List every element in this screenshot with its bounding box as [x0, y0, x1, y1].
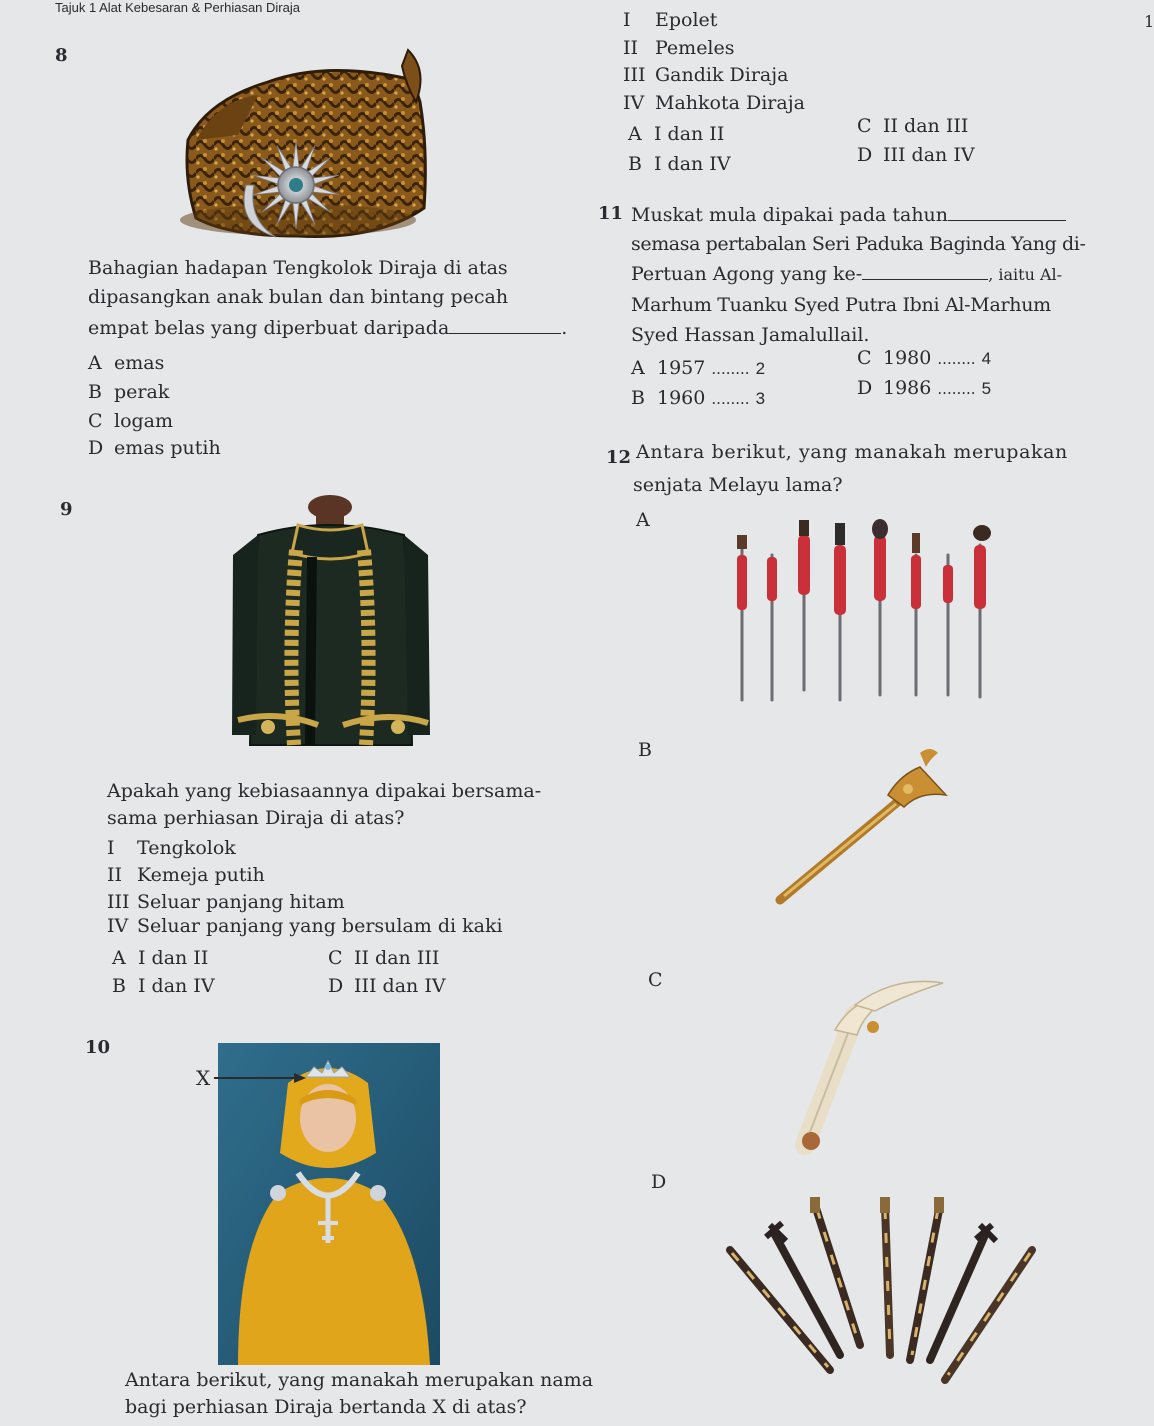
q10-item-4-text: Mahkota Diraja [655, 92, 805, 114]
q11-option-d [857, 376, 991, 401]
q11-stem-line3-end: , iaitu Al- [988, 265, 1063, 284]
marker-x: X [196, 1066, 211, 1090]
q8-option-d-letter: D [88, 437, 104, 459]
q11-option-b-dots: ........ [711, 390, 750, 408]
q11-option-c [857, 346, 991, 371]
q9-option-a-letter: A [112, 947, 126, 969]
q10-option-d-letter: D [857, 144, 873, 166]
q11-year-blank [948, 202, 1066, 221]
q8-option-c-letter: C [88, 410, 103, 432]
option-d-kerises-image [720, 1195, 1040, 1395]
q11-option-c-year: 1980 [883, 347, 932, 369]
q10-option-b [628, 152, 731, 176]
q9-item-4-roman: IV [107, 915, 129, 937]
q10-item-2-text: Pemeles [655, 37, 735, 59]
q10-number: 10 [85, 1037, 111, 1058]
q9-item-2-roman: II [107, 864, 123, 886]
q9-item-3-roman: III [107, 891, 130, 913]
q10-option-c [857, 114, 968, 138]
q10-option-a [628, 122, 724, 146]
q10-item-1-text: Epolet [655, 9, 718, 31]
q11-stem-line2: semasa pertabalan Seri Paduka Baginda Yang di- [631, 233, 1086, 255]
q10-item-3 [623, 63, 788, 87]
q9-number: 9 [60, 499, 73, 520]
q8-stem-line1: Bahagian hadapan Tengkolok Diraja di atas [88, 257, 508, 279]
q10-item-1 [623, 8, 717, 32]
q11-option-a-year: 1957 [657, 357, 706, 379]
q12-label-a: A [636, 509, 650, 531]
q11-option-d-num: 5 [981, 379, 992, 398]
q11-option-b-letter: B [631, 387, 645, 409]
q10-option-b-text: I dan IV [654, 153, 731, 175]
q10-option-a-letter: A [628, 123, 642, 145]
q9-item-4 [107, 914, 503, 938]
q12-stem-line2: senjata Melayu lama? [633, 474, 843, 496]
q8-option-d-text: emas putih [114, 437, 221, 459]
q9-option-a-text: I dan II [138, 947, 209, 969]
option-b-keris-image [770, 745, 955, 910]
q12-label-d: D [651, 1171, 667, 1193]
option-a-weapons-image [728, 515, 998, 705]
q10-item-4-roman: IV [623, 92, 645, 114]
q11-option-b-num: 3 [755, 389, 766, 408]
q8-option-b [88, 380, 169, 404]
q12-label-c: C [648, 969, 663, 991]
q11-option-c-dots: ........ [937, 350, 976, 368]
q9-option-d [328, 974, 446, 998]
q9-stem-line2: sama perhiasan Diraja di atas? [107, 807, 405, 829]
q9-item-4-text: Seluar panjang yang bersulam di kaki [137, 915, 503, 937]
q8-stem-end: . [561, 317, 568, 339]
q11-number: 11 [598, 203, 624, 224]
q11-stem-line3-text: Pertuan Agong yang ke- [631, 263, 863, 285]
q8-option-c-text: logam [114, 410, 174, 432]
q9-option-a [112, 946, 208, 970]
q9-option-b-letter: B [112, 975, 126, 997]
royal-portrait-image [218, 1043, 440, 1365]
q10-item-1-roman: I [623, 9, 631, 31]
q10-item-4 [623, 91, 805, 115]
option-c-ivory-keris-image [795, 975, 950, 1155]
q9-stem-line1: Apakah yang kebiasaannya dipakai bersama- [107, 780, 542, 802]
q9-option-c [328, 946, 439, 970]
tengkolok-image [178, 40, 438, 245]
q10-item-3-text: Gandik Diraja [655, 64, 789, 86]
q11-stem-line1-text: Muskat mula dipakai pada tahun [631, 204, 949, 226]
q12-label-b: B [638, 739, 652, 761]
q11-option-b [631, 386, 765, 411]
q11-option-b-year: 1960 [657, 387, 706, 409]
q9-item-3 [107, 890, 345, 914]
q11-order-blank [862, 261, 988, 280]
q9-item-2-text: Kemeja putih [137, 864, 265, 886]
q12-stem-line1: Antara berikut, yang manakah merupakan [636, 441, 1068, 463]
q9-item-2 [107, 863, 265, 887]
q9-item-1 [107, 836, 236, 860]
q8-number: 8 [55, 45, 68, 66]
q11-option-a-dots: ........ [711, 360, 750, 378]
q10-option-c-letter: C [857, 115, 872, 137]
q11-stem-line4: Marhum Tuanku Syed Putra Ibni Al-Marhum [631, 294, 1051, 316]
q11-option-d-letter: D [857, 377, 873, 399]
q8-stem-line2: dipasangkan anak bulan dan bintang pecah [88, 286, 509, 308]
q9-item-1-roman: I [107, 837, 115, 859]
q9-option-d-letter: D [328, 975, 344, 997]
q10-item-2-roman: II [623, 37, 639, 59]
q9-option-c-letter: C [328, 947, 343, 969]
q8-option-c [88, 409, 173, 433]
marker-x-arrow [214, 1070, 306, 1086]
q11-stem-line1 [631, 202, 1066, 227]
q11-option-d-dots: ........ [937, 380, 976, 398]
q8-answer-blank [449, 315, 561, 334]
q11-option-a-num: 2 [755, 359, 766, 378]
royal-jacket-image [228, 495, 433, 750]
q10-stem-line1: Antara berikut, yang manakah merupakan nama [125, 1369, 594, 1391]
q9-option-c-text: II dan III [354, 947, 440, 969]
q8-option-a-letter: A [88, 352, 102, 374]
q8-option-d [88, 436, 221, 460]
q8-stem-line3-text: empat belas yang diperbuat daripada [88, 317, 450, 339]
page-corner-number: 1 [1144, 12, 1154, 31]
q10-option-d-text: III dan IV [883, 144, 975, 166]
q11-option-a [631, 356, 765, 381]
q11-option-d-year: 1986 [883, 377, 932, 399]
q10-option-a-text: I dan II [654, 123, 725, 145]
q11-option-c-num: 4 [981, 349, 992, 368]
q9-item-1-text: Tengkolok [137, 837, 236, 859]
q11-option-a-letter: A [631, 357, 645, 379]
q9-option-d-text: III dan IV [354, 975, 446, 997]
q10-stem-line2: bagi perhiasan Diraja bertanda X di atas? [125, 1396, 527, 1418]
q10-option-d [857, 143, 975, 167]
q10-option-c-text: II dan III [883, 115, 969, 137]
q10-option-b-letter: B [628, 153, 642, 175]
q12-number: 12 [606, 447, 632, 468]
q8-stem-line3 [88, 315, 567, 340]
q8-option-a-text: emas [114, 352, 165, 374]
q8-option-a [88, 351, 164, 375]
q9-option-b-text: I dan IV [138, 975, 215, 997]
q10-item-3-roman: III [623, 64, 646, 86]
q9-item-3-text: Seluar panjang hitam [137, 891, 345, 913]
q10-item-2 [623, 36, 735, 60]
page-header: Tajuk 1 Alat Kebesaran & Perhiasan Diraja [55, 0, 300, 15]
q11-option-c-letter: C [857, 347, 872, 369]
q11-stem-line5: Syed Hassan Jamalullail. [631, 324, 870, 346]
q11-stem-line3 [631, 261, 1062, 287]
q8-option-b-letter: B [88, 381, 102, 403]
q9-option-b [112, 974, 215, 998]
q8-option-b-text: perak [114, 381, 170, 403]
